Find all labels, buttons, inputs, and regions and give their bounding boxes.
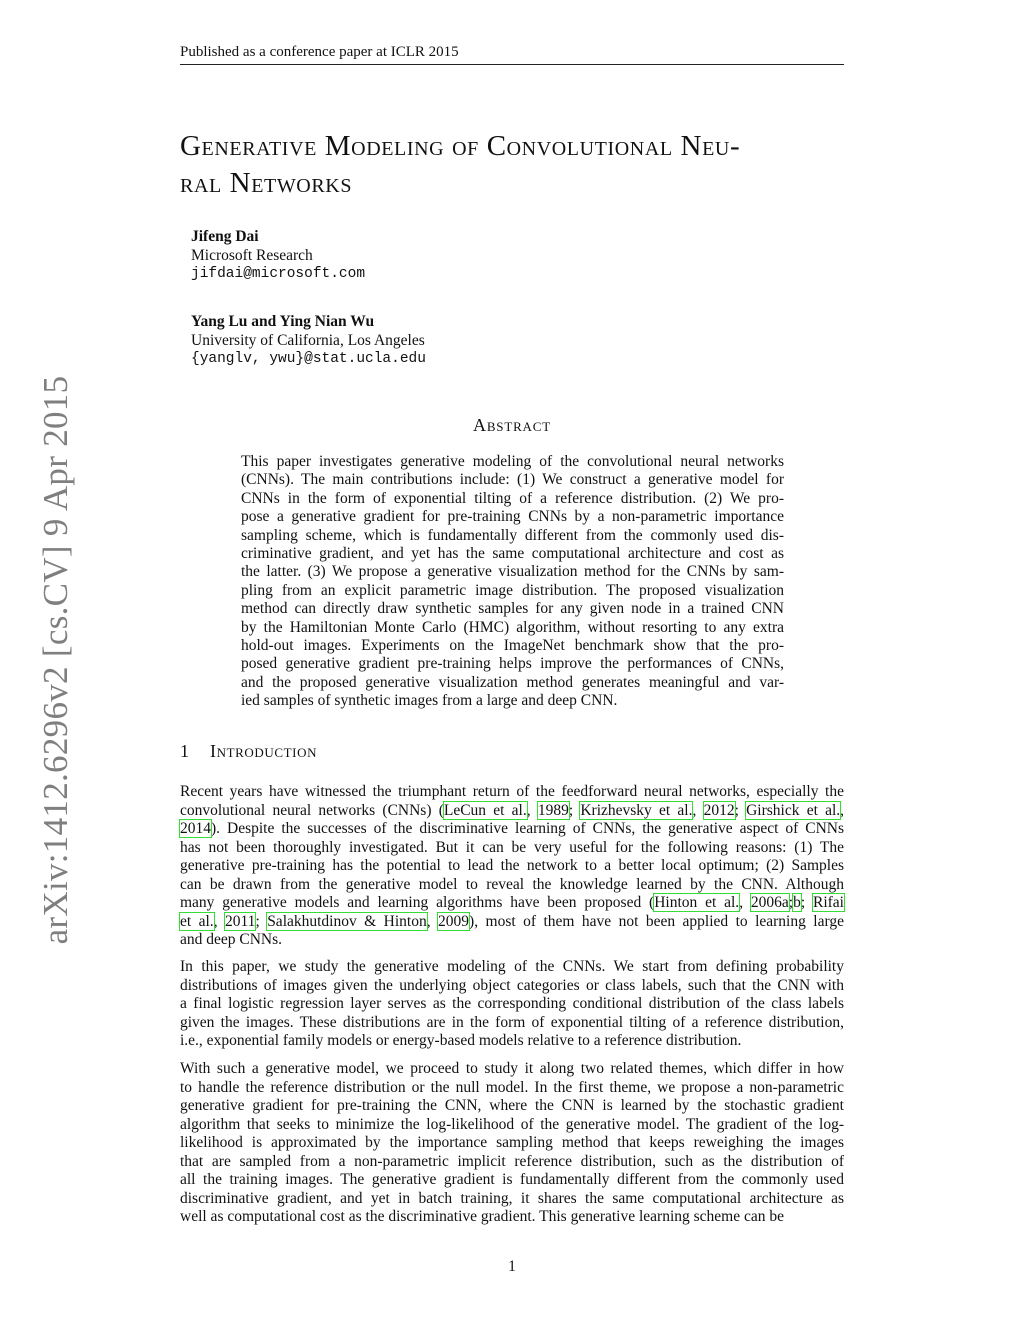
text-line [180,958,844,977]
abstract-line: posed generative gradient pre-training helps improve the performances of CNNs, [241,655,784,673]
text-line [180,876,844,895]
abstract-heading: Abstract [473,415,551,435]
text-run: , [526,801,538,819]
author-email: jifdai@microsoft.com [191,266,366,282]
abstract-line: pose a generative gradient for pre-training CNNs by a non-parametric importance [241,508,784,526]
text-run: to handle the reference distribution or the null model. In the first theme, we propose a non-parametric [180,1078,844,1096]
text-run: a final logistic regression layer serves as the corresponding conditional distribution of the class labels [180,995,844,1012]
text-line [180,931,844,950]
abstract-line: (CNNs). The main contributions include: (1) We construct a generative model for [241,471,784,489]
text-run: ; [734,801,747,819]
text-line [180,1171,844,1190]
abstract-line: criminative gradient, and yet has the same computational architecture and cost as [241,545,784,563]
citation-link[interactable]: 2006a [750,894,789,911]
section-title: Introduction [210,741,318,761]
citation-link[interactable]: 2012 [703,801,735,819]
author-email: {yanglv, ywu}@stat.ucla.edu [191,351,426,367]
text-run: ; [255,912,268,930]
title-line: Generative Modeling of Convolutional Neu- [180,130,741,162]
text-run: has not been thoroughly investigated. But it can be very useful for the following reasons: (1) The [180,838,844,856]
text-run: ). Despite the successes of the discriminative learning of CNNs, the generative aspect of CNNs [211,820,844,837]
text-run: that are sampled from a non-parametric implicit reference distribution, such as the distribution of [180,1152,844,1170]
body-paragraph [180,783,844,950]
text-line [180,783,844,802]
text-run: ), most of them have not been applied to learning large [469,912,844,930]
text-line [180,913,844,932]
author-affiliation: Microsoft Research [191,247,313,264]
text-run: Recent years have witnessed the triumphant return of the feedforward neural networks, especially the [180,783,844,800]
citation-link[interactable]: b [793,894,801,911]
text-run: all the training images. The generative gradient is fundamentally different from the commonly used [180,1171,844,1188]
citation-link[interactable]: 2014 [180,820,211,837]
text-run: generative pre-training has the potential to lead the network to a better local optimum; (2) Samples [180,857,844,874]
running-header: Published as a conference paper at ICLR 2015 [180,44,844,65]
text-line [180,1014,844,1033]
citation-link[interactable]: 1989 [537,801,569,819]
text-run: and deep CNNs. [180,931,283,948]
text-run: well as computational cost as the discriminative gradient. This generative learning scheme can be [180,1208,785,1225]
text-line [180,1079,844,1098]
text-line [180,1116,844,1135]
author-affiliation: University of California, Los Angeles [191,332,425,349]
citation-link[interactable]: Krizhevsky et al. [580,801,693,819]
text-line [180,894,844,913]
citation-link[interactable]: 2009 [438,912,470,930]
text-run: , [840,801,845,819]
text-run: generative gradient for pre-training the CNN, where the CNN is learned by the stochastic gradient [180,1097,844,1114]
title-line: ral Networks [180,167,353,199]
text-line [180,1153,844,1172]
abstract-line: This paper investigates generative modeling of the convolutional neural networks [241,453,784,470]
citation-link[interactable]: Hinton et al. [654,894,740,911]
section-number: 1 [180,741,190,761]
abstract-line: pling from an explicit parametric image distribution. The proposed visualization [241,581,784,599]
citation-link[interactable]: et al. [180,912,214,930]
abstract-line: the latter. (3) We propose a generative visualization method for the CNNs by sam- [241,563,784,581]
text-run: , [426,912,439,930]
citation-link[interactable]: LeCun et al. [443,801,527,819]
abstract-line: hold-out images. Experiments on the ImageNet benchmark show that the pro- [241,637,784,655]
text-run: convolutional neural networks (CNNs) ( [180,801,444,819]
text-line [180,820,844,839]
text-run: With such a generative model, we proceed to study it along two related themes, which differ in how [180,1060,844,1077]
text-line [180,977,844,996]
text-line [180,995,844,1014]
author-name: Jifeng Dai [191,228,259,245]
text-run: ; [788,894,794,911]
arxiv-stamp-text: arXiv:1412.6296v2 [cs.CV] 9 Apr 2015 [36,375,75,945]
text-line [180,857,844,876]
citation-link[interactable]: 2011 [225,912,256,930]
text-line [180,1190,844,1209]
text-run: likelihood is approximated by the importance sampling method that keeps reweighing the images [180,1134,844,1151]
abstract-line: sampling scheme, which is fundamentally different from the commonly used dis- [241,526,784,544]
text-run: given the images. These distributions are in the form of exponential tilting of a reference distribution, [180,1013,844,1031]
citation-link[interactable]: Girshick et al. [746,801,841,819]
abstract-line: by the Hamiltonian Monte Carlo (HMC) algorithm, without resorting to any extra [241,618,784,636]
text-line [180,839,844,858]
text-run: ; [800,894,813,911]
abstract-line: CNNs in the form of exponential tilting of a reference distribution. (2) We pro- [241,489,784,507]
section-heading [180,741,317,762]
author-block [191,227,365,284]
citation-link[interactable]: Salakhutdinov & Hinton [267,912,427,930]
text-run: discriminative gradient, and yet in batch training, it shares the same computational architecture as [180,1189,844,1207]
author-block [191,312,426,369]
abstract-body [241,453,784,711]
text-run: i.e., exponential family models or energy-based models relative to a reference distribution. [180,1032,742,1049]
text-run: can be drawn from the generative model to reveal the knowledge learned by the CNN. Although [180,875,844,893]
abstract-line: ied samples of synthetic images from a large and deep CNN. [241,692,618,710]
abstract-line: method can directly draw synthetic samples for any given node in a trained CNN [241,600,784,618]
text-line [180,1097,844,1116]
body-paragraph [180,1060,844,1227]
citation-link[interactable]: Rifai [813,894,844,911]
paper-title [180,128,860,202]
text-line [180,1060,844,1079]
text-run: In this paper, we study the generative modeling of the CNNs. We start from defining probability [180,958,844,975]
text-line [180,1134,844,1153]
text-run: many generative models and learning algorithms have been proposed ( [180,894,655,911]
author-name: Yang Lu and Ying Nian Wu [191,313,375,330]
text-run: algorithm that seeks to minimize the log-likelihood of the generative model. The gradient of the log- [180,1115,844,1133]
text-line [180,802,844,821]
text-line [180,1208,844,1227]
text-line [180,1032,844,1051]
text-run: , [692,801,704,819]
text-run: , [739,894,751,911]
body-paragraph [180,958,844,1051]
abstract-line: and the proposed generative visualization method generates meaningful and var- [241,673,784,691]
page-number: 1 [508,1258,516,1275]
text-run: , [213,912,225,930]
text-run: ; [568,801,581,819]
text-run: distributions of images given the underlying object categories or class labels, such that the CNN with [180,976,844,994]
